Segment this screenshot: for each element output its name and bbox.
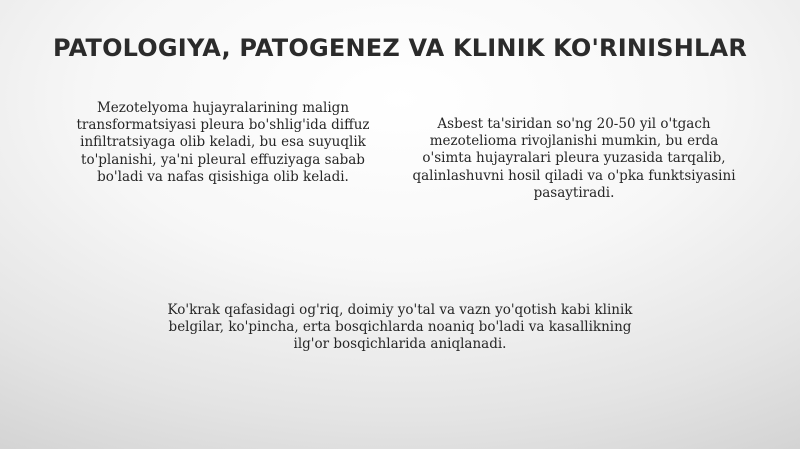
paragraph-clinical-signs: Ko'krak qafasidagi og'riq, doimiy yo'tal va vazn yo'qotish kabi klinik belgilar, ko'pincha, erta bosqichlarda noaniq bo'ladi va kasallikning ilg'or bosqichlarida aniqlanadi. xyxy=(167,302,633,353)
slide-title: PATOLOGIYA, PATOGENEZ VA KLINIK KO'RINISHLAR xyxy=(53,34,747,62)
paragraph-pathology: Mezotelyoma hujayralarining malign transformatsiyasi pleura bo'shlig'ida diffuz infiltratsiyaga olib keladi, bu esa suyuqlik to'planishi, ya'ni pleural effuziyaga sabab bo'ladi va nafas qisishiga olib keladi. xyxy=(76,100,370,185)
paragraph-pathogenesis: Asbest ta'siridan so'ng 20-50 yil o'tgach mezotelioma rivojlanishi mumkin, bu erda o'simta hujayralari pleura yuzasida tarqalib, qalinlashuvni hosil qiladi va o'pka funktsiyasini pasaytiradi. xyxy=(412,116,736,201)
